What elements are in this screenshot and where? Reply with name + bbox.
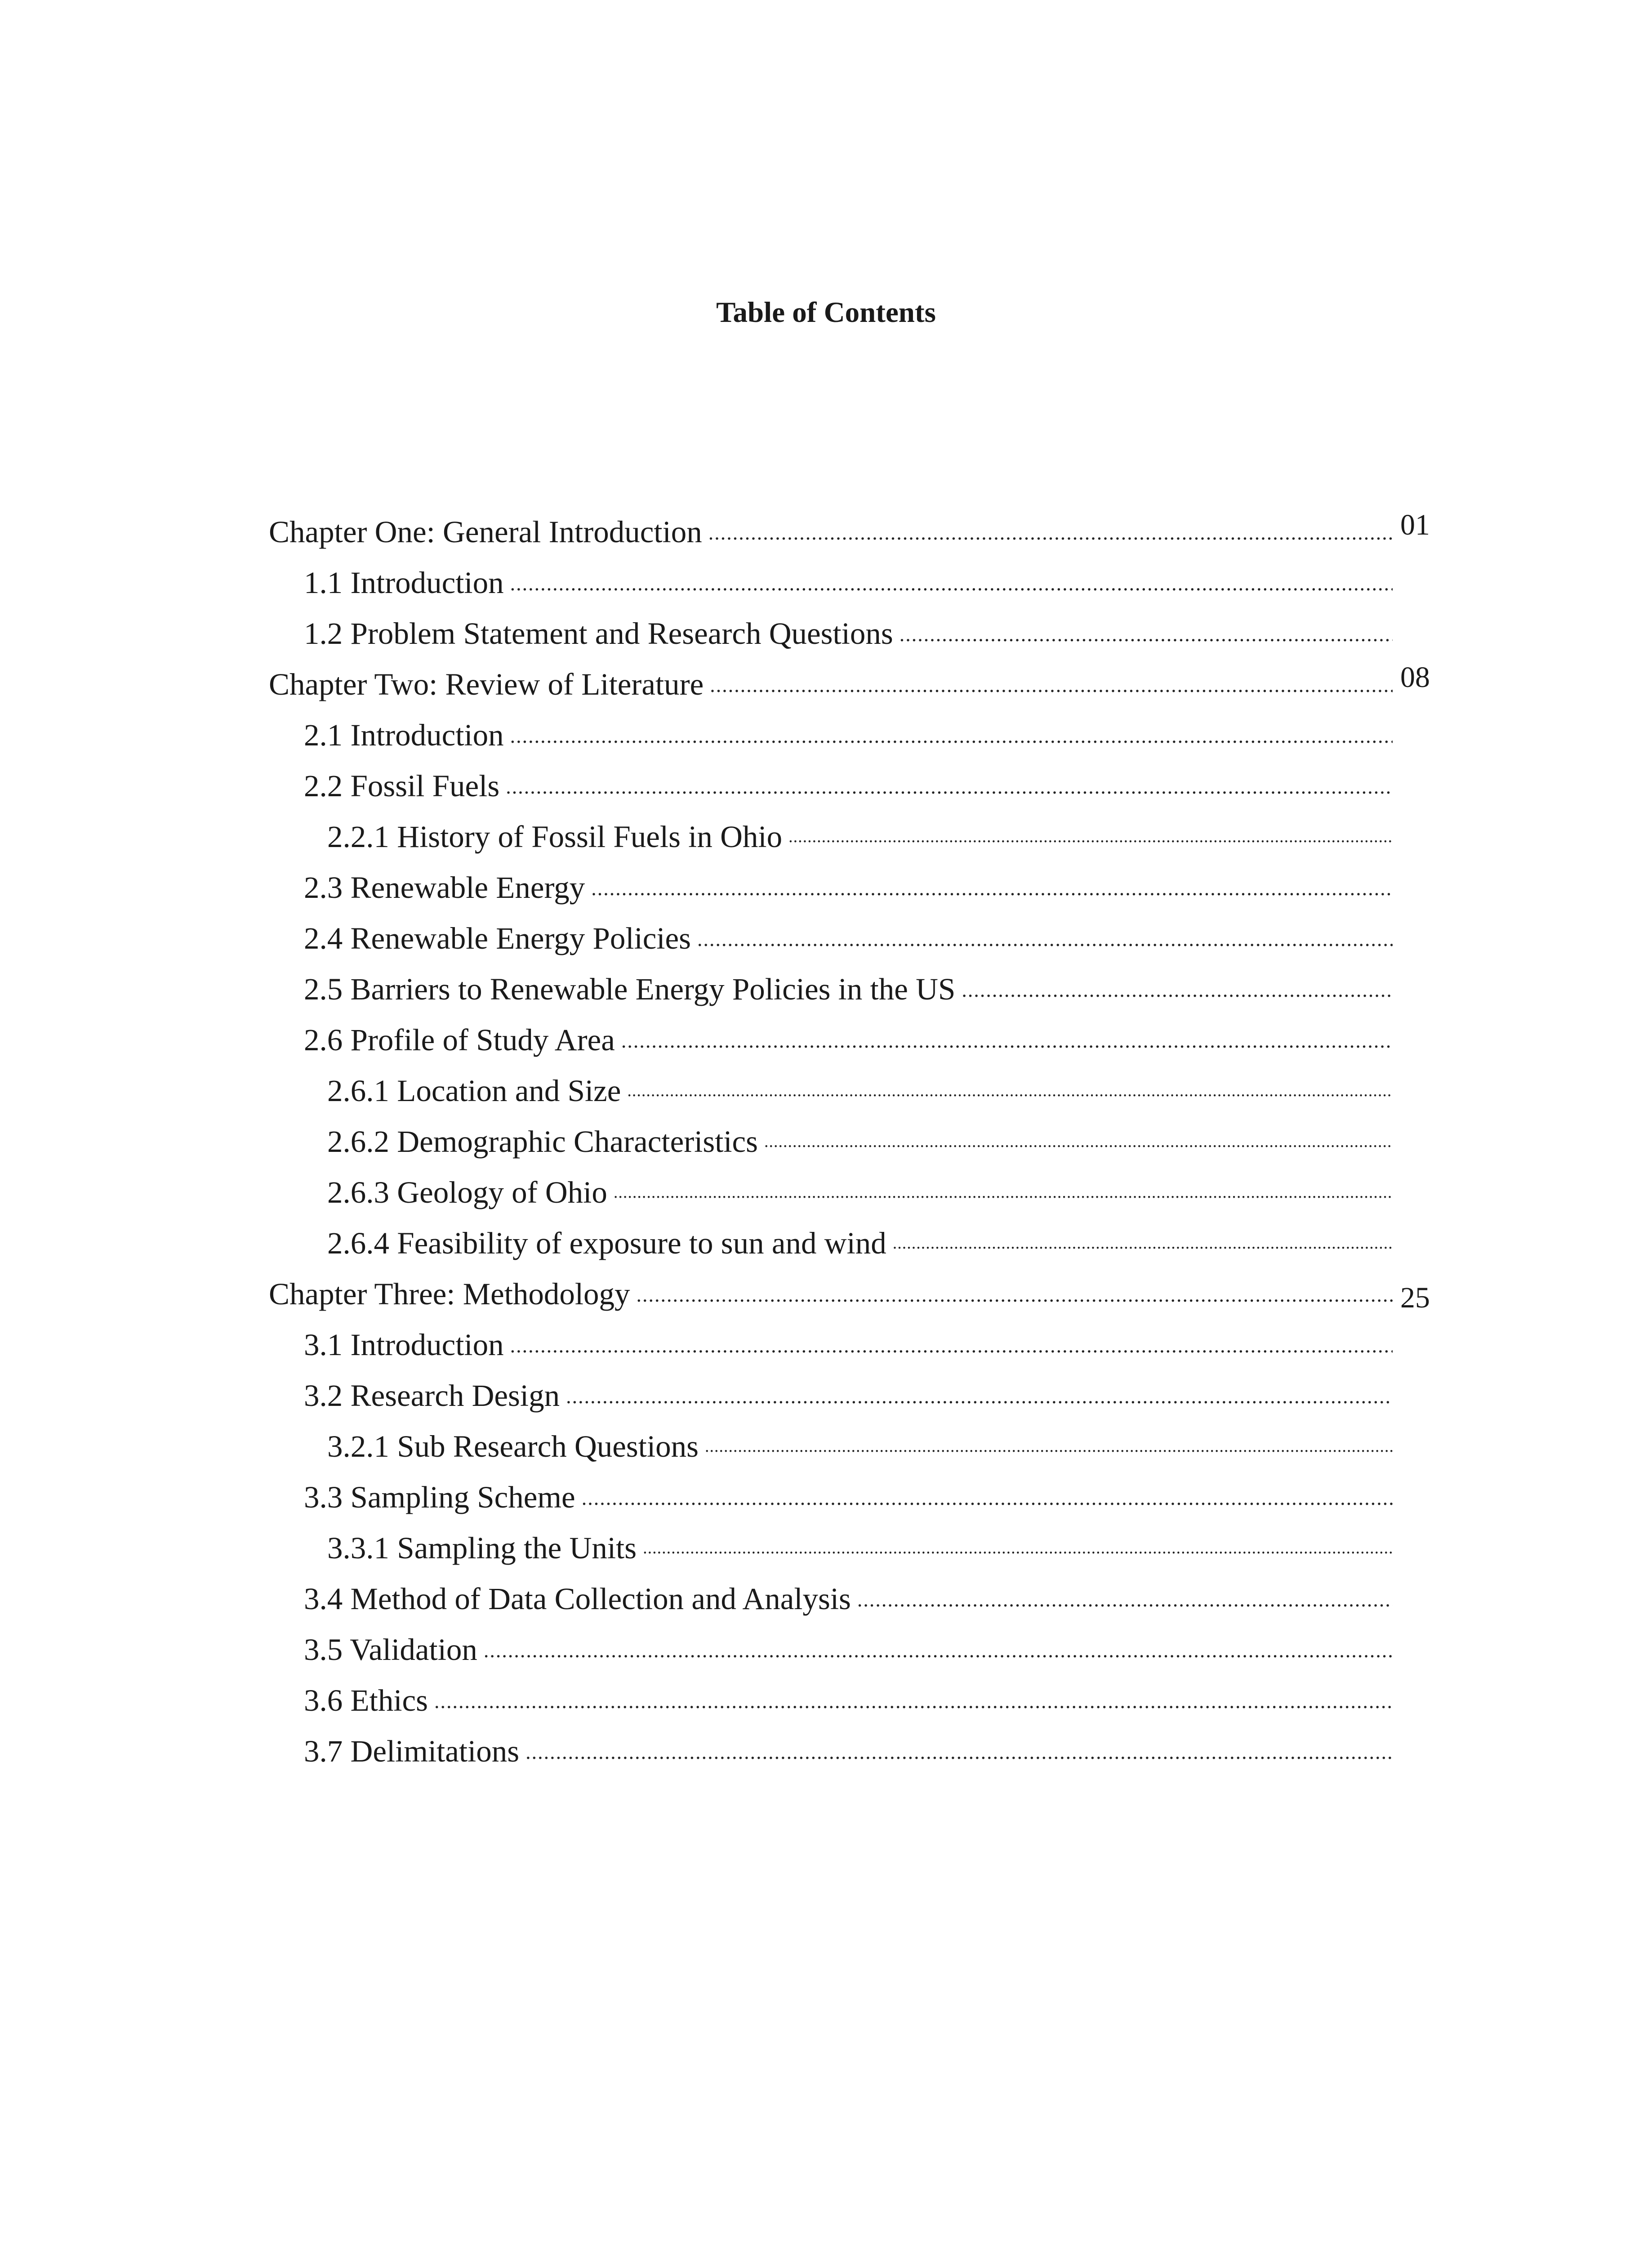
toc-entry[interactable] <box>269 753 1393 804</box>
dot-leader <box>484 1636 1393 1665</box>
toc-entry-label: 1.2 Problem Statement and Research Questions <box>304 616 899 651</box>
toc-entry-label: 2.3 Renewable Energy <box>304 870 591 905</box>
toc-page-number: 25 <box>1400 1281 1430 1314</box>
dot-leader <box>510 722 1393 750</box>
toc-entry-label: 2.4 Renewable Energy Policies <box>304 920 697 956</box>
dot-leader <box>510 1331 1393 1360</box>
toc-entry-label: 3.5 Validation <box>304 1632 484 1668</box>
dot-leader <box>697 925 1393 954</box>
toc-entry[interactable] <box>269 1058 1393 1109</box>
toc-entry[interactable] <box>269 1007 1393 1058</box>
dot-leader <box>893 1229 1393 1258</box>
toc-entry[interactable] <box>269 1261 1393 1312</box>
toc-entry[interactable] <box>269 651 1393 702</box>
dot-leader <box>582 1484 1393 1512</box>
toc-entry-label: 3.3 Sampling Scheme <box>304 1479 582 1515</box>
toc-entry-label: 2.5 Barriers to Renewable Energy Policies in the US <box>304 971 962 1007</box>
toc-page-number: 01 <box>1400 508 1430 541</box>
toc-entry[interactable] <box>269 1210 1393 1261</box>
toc-entry-label: Chapter Three: Methodology <box>269 1276 637 1312</box>
toc-entry[interactable] <box>269 601 1393 651</box>
toc-page-number: 08 <box>1400 661 1430 694</box>
toc-entry-label: 3.2 Research Design <box>304 1378 566 1414</box>
dot-leader <box>566 1382 1393 1411</box>
toc-entry-label: 3.1 Introduction <box>304 1327 510 1363</box>
dot-leader <box>764 1127 1393 1156</box>
dot-leader <box>621 1026 1393 1055</box>
dot-leader <box>899 620 1393 649</box>
toc-entry-label: Chapter One: General Introduction <box>269 514 708 550</box>
dot-leader <box>710 671 1393 700</box>
toc-entry[interactable] <box>269 499 1393 550</box>
dot-leader <box>637 1280 1393 1309</box>
dot-leader <box>643 1534 1393 1562</box>
toc-entry[interactable] <box>269 1109 1393 1160</box>
toc-entry[interactable] <box>269 1718 1393 1769</box>
toc-entry[interactable] <box>269 1515 1393 1566</box>
toc-entry[interactable] <box>269 956 1393 1007</box>
toc-entry[interactable] <box>269 905 1393 956</box>
dot-leader <box>510 569 1393 598</box>
toc-entry-label: Chapter Two: Review of Literature <box>269 666 710 702</box>
dot-leader <box>506 772 1393 801</box>
dot-leader <box>788 822 1393 851</box>
toc-entry-label: 3.6 Ethics <box>304 1682 434 1718</box>
toc-entry[interactable] <box>269 1464 1393 1515</box>
dot-leader <box>857 1585 1393 1614</box>
dot-leader <box>962 976 1393 1004</box>
toc-entry-label: 2.6.2 Demographic Characteristics <box>327 1124 764 1160</box>
toc-entry-label: 2.2 Fossil Fuels <box>304 768 506 804</box>
toc-entry[interactable] <box>269 702 1393 753</box>
dot-leader <box>627 1076 1393 1105</box>
toc-entry[interactable] <box>269 1617 1393 1668</box>
toc-entry-label: 3.4 Method of Data Collection and Analysis <box>304 1581 857 1617</box>
toc-entry[interactable] <box>269 1363 1393 1414</box>
toc-entry-label: 2.2.1 History of Fossil Fuels in Ohio <box>327 819 788 855</box>
toc-entry-label: 2.6 Profile of Study Area <box>304 1022 621 1058</box>
toc-entry-label: 3.3.1 Sampling the Units <box>327 1530 643 1566</box>
page-title: Table of Contents <box>716 296 936 329</box>
toc-entry-label: 3.7 Delimitations <box>304 1733 525 1769</box>
dot-leader <box>525 1738 1393 1766</box>
dot-leader <box>705 1432 1393 1461</box>
toc-entry[interactable] <box>269 1312 1393 1363</box>
dot-leader <box>614 1178 1393 1207</box>
toc-entry-label: 2.6.1 Location and Size <box>327 1073 627 1109</box>
toc-entry-label: 2.6.3 Geology of Ohio <box>327 1174 614 1210</box>
toc-entry[interactable] <box>269 1414 1393 1464</box>
toc-entry-label: 1.1 Introduction <box>304 565 510 601</box>
dot-leader <box>708 518 1393 547</box>
toc-entry-label: 2.1 Introduction <box>304 717 510 753</box>
dot-leader <box>591 874 1393 903</box>
toc-list <box>269 499 1393 1769</box>
toc-entry-label: 2.6.4 Feasibility of exposure to sun and wind <box>327 1225 893 1261</box>
dot-leader <box>434 1687 1393 1716</box>
toc-entry[interactable] <box>269 550 1393 601</box>
toc-entry[interactable] <box>269 855 1393 905</box>
toc-entry-label: 3.2.1 Sub Research Questions <box>327 1428 705 1464</box>
toc-entry[interactable] <box>269 1160 1393 1210</box>
toc-entry[interactable] <box>269 804 1393 855</box>
toc-entry[interactable] <box>269 1566 1393 1617</box>
toc-entry[interactable] <box>269 1668 1393 1718</box>
